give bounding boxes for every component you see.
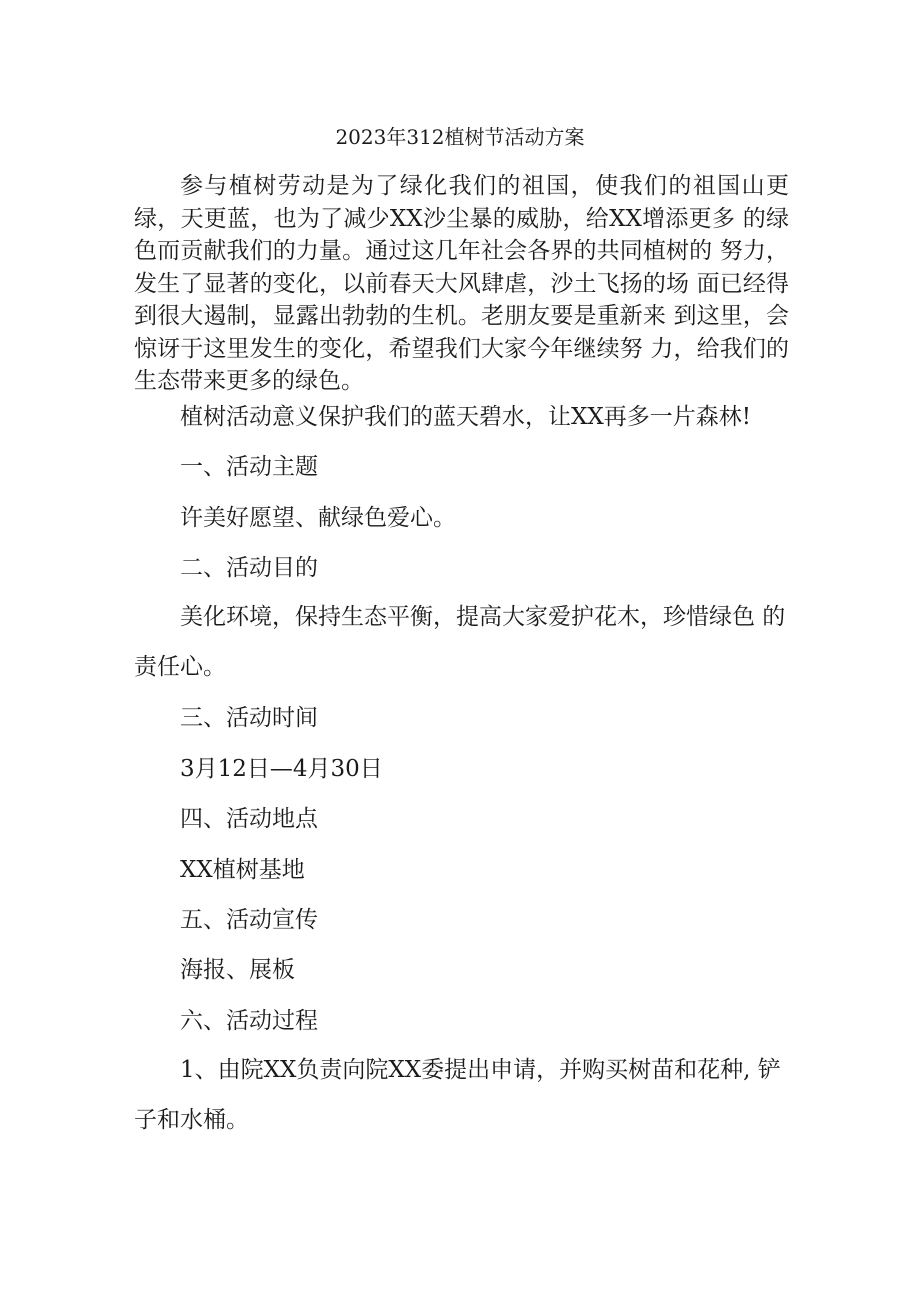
section-heading-location: 四、活动地点 [180, 806, 318, 832]
slogan-paragraph: 植树活动意义保护我们的蓝天碧水，让XX再多一片森林! [180, 404, 751, 430]
section-body-publicity: 海报、展板 [180, 957, 295, 983]
section-body-purpose: 美化环境，保持生态平衡，提高大家爱护花木，珍惜绿色 的责任心。 [134, 604, 786, 680]
section-body-time: 3月12日—4月30日 [180, 756, 383, 782]
section-heading-theme: 一、活动主题 [180, 454, 318, 480]
section-heading-publicity: 五、活动宣传 [180, 907, 318, 933]
section-heading-purpose: 二、活动目的 [180, 555, 318, 581]
section-process-item-1: 1、由院XX负责向院XX委提出申请，并购买树苗和花种, 铲子和水桶。 [134, 1057, 781, 1133]
intro-paragraph: 参与植树劳动是为了绿化我们的祖国，使我们的祖国山更 绿，天更蓝，也为了减少XX沙尘暴的威胁，给XX增添更多 的绿色而贡献我们的力量。通过这几年社会各界的共同植树的 努力，发生了显著的变化，以前春天大风肆虐，沙土飞扬的场 面已经得到很大遏制，显露出勃勃的生机。老朋友要是重新来 到这里，会惊讶于这里发生的变化，希望我们大家今年继续努 力，给我们的生态带来更多的绿色。 [134, 173, 789, 394]
section-heading-time: 三、活动时间 [180, 705, 318, 731]
section-body-location: XX植树基地 [180, 857, 305, 883]
section-heading-process: 六、活动过程 [180, 1008, 318, 1034]
document-title: 2023年312植树节活动方案 [335, 125, 585, 149]
section-body-theme: 许美好愿望、献绿色爱心。 [180, 505, 456, 531]
